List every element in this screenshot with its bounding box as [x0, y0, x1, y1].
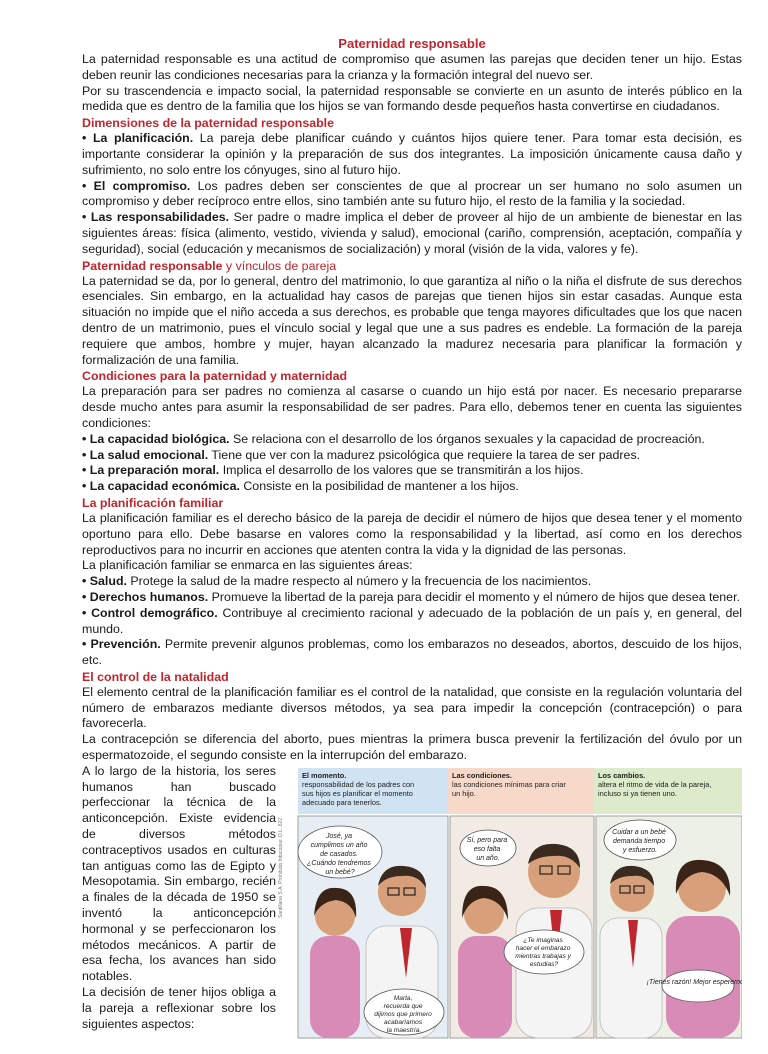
natalidad-paragraph: El elemento central de la planificación familiar es el control de la natalidad, que consiste en la regulación voluntaria del número de embarazos mediante diversos métodos, ya sea para impedir la concepción (contracepción) o para favorecerla.: [82, 684, 742, 731]
list-item: • Prevención. Permite prevenir algunos problemas, como los embarazos no deseados, abortos, descuido de los hijos, etc.: [82, 637, 742, 668]
list-item: • La salud emocional. Tiene que ver con la madurez psicológica que requiere la tarea de ser padres.: [82, 447, 641, 462]
speech-bubble-2: [364, 989, 444, 1035]
section-heading-condiciones: Condiciones para la paternidad y maternidad: [82, 369, 348, 384]
svg-text:José, ya cumplimos: José, ya cumplimos un año de casados. ¿Cuándo tendremos un bebé?: [307, 832, 371, 876]
section-heading-vinculos: Paternidad responsable y vínculos de pareja: [82, 258, 337, 273]
section-heading-natalidad: El control de la natalidad: [82, 669, 229, 684]
list-item: • Salud. Protege la salud de la madre respecto al número y la frecuencia de los nacimientos.: [82, 574, 592, 589]
comic-svg: [288, 768, 742, 1040]
natalidad-column: [82, 764, 276, 1033]
comic-credit: Santillana S.A. Prohibido fotocopiar. D.L. 822: [278, 817, 284, 918]
list-item: • El compromiso. Los padres deben ser conscientes de que al procrear un ser humano no solo asumen un compromiso y deber recíproco entre ellos, sino también ante su futuro hijo, el resto de la familia y la sociedad.: [82, 178, 742, 209]
svg-text:¿Te imaginas hacer: ¿Te imaginas hacer el embarazo mientras trabajas y estudias?: [515, 936, 571, 968]
woman-figure-1: [310, 888, 360, 1038]
vinculos-paragraph: La paternidad se da, por lo general, dentro del matrimonio, lo que garantiza al niño o la niña el disfrute de sus derechos esenciales. Sin embargo, en la actualidad hay casos de parejas que tienen hijos sin estar casadas. Aunque esta situación no impide que el niño acceda a sus derechos, es probable que tenga mayores dificultades que los que nacen dentro de un matrimonio, pues el vínculo social y legal que une a sus padres es endeble. La formación de la pareja requiere que ambos, hombre y mujer, hayan alcanzado la madurez necesaria para planificar la formación y formalización de una familia.: [82, 273, 742, 367]
speech-bubble-3: [460, 830, 516, 866]
svg-text:¡Tienes razón! Mejor esperemos: ¡Tienes razón! Mejor esperemos.: [646, 978, 742, 986]
intro-paragraph-2: Por su trascendencia e impacto social, la paternidad responsable se convierte en un asunto de interés público en la medida que es dentro de la familia que los hijos se van formando desde pequeños hasta convertirse en ciudadanos.: [82, 83, 742, 114]
speech-bubble-5: [604, 820, 676, 860]
condiciones-paragraph: La preparación para ser padres no comienza al casarse o cuando un hijo está por nacer. Es necesario prepararse desde mucho antes para asumir la responsabilidad de ser padres. Para ello, debemos tener en cuenta las siguientes condiciones:: [82, 384, 742, 430]
panel-1-caption: El momento. responsabilidad de los padres con sus hijos es planificar el momento adecuado para tenerlos.: [302, 770, 415, 807]
woman-figure-3: [666, 860, 740, 1038]
list-item: • Las responsabilidades. Ser padre o madre implica el deber de proveer al hijo de un ambiente de bienestar en las siguientes áreas: física (alimento, vestido, vivienda y salud), emocional (cariño, comprensión, aceptación, compañía y seguridad), social (educación y mecanismos de socialización) y moral (visión de la vida, valores y fe).: [82, 210, 742, 256]
svg-text:Sí, pero para eso: Sí, pero para eso falta un año.: [466, 836, 508, 862]
woman-figure-2: [458, 886, 512, 1038]
list-item: • Derechos humanos. Promueve la libertad de la pareja para decidir el momento y el número de hijos que desea tener.: [82, 589, 740, 604]
document-page: [82, 36, 742, 1054]
list-item: • Control demográfico. Contribuye al crecimiento racional y adecuado de la población de un país y, en general, del mundo.: [82, 605, 742, 636]
speech-bubble-4: [504, 930, 584, 974]
intro-paragraph-1: La paternidad responsable es una actitud de compromiso que asumen las parejas que deciden tener un hijo. Estas deben reunir las condiciones necesarias para la crianza y la formación integral del nuevo ser.: [82, 52, 742, 82]
svg-text:Cuidar a un bebé d: Cuidar a un bebé demanda tiempo y esfuerzo.: [612, 828, 666, 854]
list-item: • La preparación moral. Implica el desarrollo de los valores que se transmitirán a los hijos.: [82, 463, 584, 478]
list-item: • La capacidad económica. Consiste en la posibilidad de mantener a los hijos.: [82, 479, 519, 494]
planificacion-intro: La planificación familiar se enmarca en las siguientes áreas:: [82, 558, 413, 573]
list-item: • La planificación. La pareja debe planificar cuándo y cuántos hijos quiere tener. Para tomar esta decisión, es importante considerar la opinión y la preparación de sus dos integrantes. La imposición únicamente causa daño y sufrimiento, no solo entre los cónyuges, sino al futuro hijo.: [82, 131, 742, 177]
list-item: • La capacidad biológica. Se relaciona con el desarrollo de los órganos sexuales y la capacidad de procreación.: [82, 431, 705, 446]
speech-bubble-1: [298, 826, 382, 878]
section-heading-dimensiones: Dimensiones de la paternidad responsable: [82, 116, 335, 131]
natalidad-paragraph-2: La contracepción se diferencia del aborto, pues mientras la primera busca prevenir la fertilización del óvulo por un espermatozoide, el segundo consiste en la interrupción del embarazo.: [82, 732, 742, 763]
comic-illustration: [278, 768, 742, 1040]
natalidad-column-paragraph: A lo largo de la historia, los seres humanos han buscado perfeccionar la técnica de la anticoncepción. Existe evidencia de diversos métodos contraceptivos usados en culturas tan antiguas como las de Egipto y Mesopotamia. Sin embargo, recién a finales de la década de 1950 se inventó la anticoncepción hormonal y se perfeccionaron los métodos mecánicos. A partir de esa fecha, los avances han sido notables.: [82, 763, 276, 984]
natalidad-column-paragraph-2: La decisión de tener hijos obliga a la pareja a reflexionar sobre los siguientes aspectos:: [82, 985, 276, 1031]
panel-2-caption: Las condiciones. las condiciones mínimas para criar un hijo.: [452, 770, 566, 798]
natalidad-columns: [82, 764, 742, 1054]
section-heading-planificacion: La planificación familiar: [82, 495, 224, 510]
svg-text:Marta, recuerda qu: Marta, recuerda que dijimos que primero acabaríamos la maestría.: [374, 994, 432, 1034]
panel-3-caption: Los cambios. altera el ritmo de vida de la pareja, incluso si ya tienen uno.: [598, 770, 712, 798]
planificacion-paragraph: La planificación familiar es el derecho básico de la pareja de decidir el número de hijos que desea tener y el momento oportuno para ello. Debe basarse en valores como la responsabilidad y la libertad, así como en los derechos reproductivos para no incurrir en acciones que atenten contra la vida y la dignidad de las personas.: [82, 510, 742, 557]
page-title: Paternidad responsable: [338, 36, 486, 51]
